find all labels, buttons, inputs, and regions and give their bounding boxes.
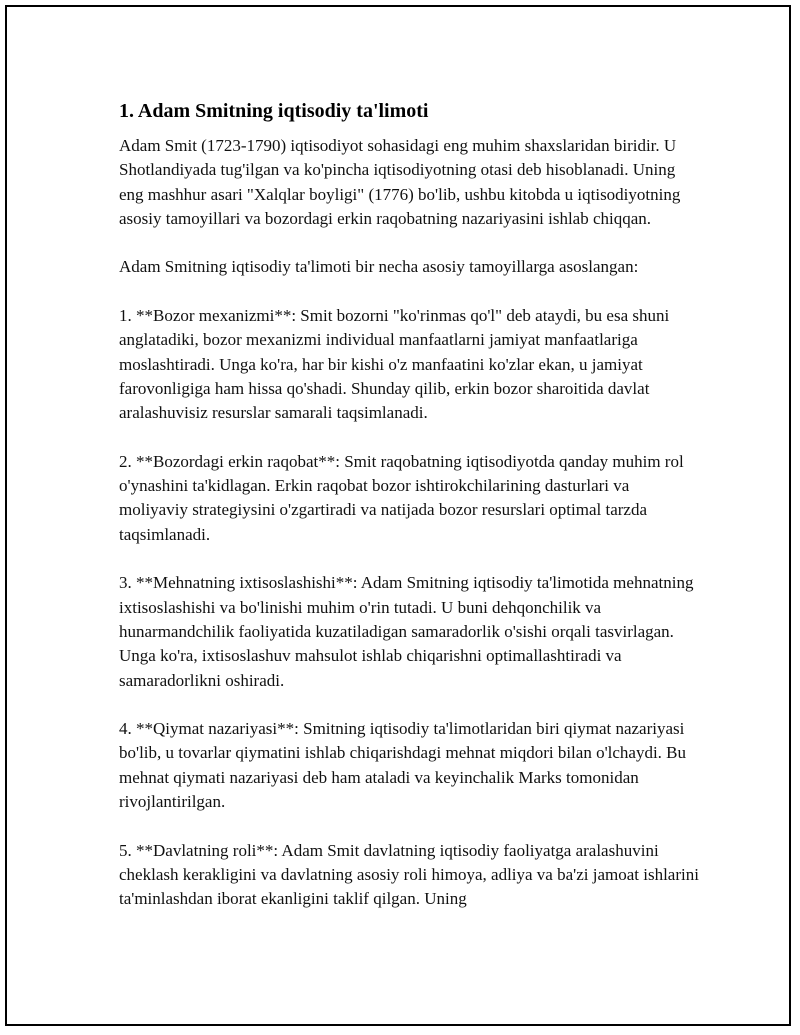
principle-value-theory-paragraph: 4. **Qiymat nazariyasi**: Smitning iqtisodiy ta'limotlaridan biri qiymat nazariyasi bo'lib, u tovarlar qiymatini ishlab chiqarishdagi mehnat miqdori bilan o'lchaydi. Bu mehnat qiymati nazariyasi deb ham ataladi va keyinchalik Marks tomonidan rivojlantirilgan. xyxy=(119,719,687,812)
principle-role-of-state-paragraph: 5. **Davlatning roli**: Adam Smit davlatning iqtisodiy faoliyatga aralashuvini cheklash kerakligini va davlatning asosiy roli himoya, adliya va ba'zi jamoat ishlarini ta'minlashdan iborat ekanligini taklif qilgan. Uning xyxy=(119,840,699,909)
document-page xyxy=(5,5,791,1026)
principle-labor-specialization-paragraph: 3. **Mehnatning ixtisoslashishi**: Adam Smitning iqtisodiy ta'limotida mehnatning ixtisoslashishi va bo'linishi muhim o'rin tutadi. U buni dehqonchilik va hunarmandchilik faoliyatida kuzatiladigan samaradorlik o'sishi orqali tasvirlagan. Unga ko'ra, ixtisoslashuv mahsulot ishlab chiqarishni optimallashtiradi va samaradorlikni oshiradi. xyxy=(119,573,694,690)
intro-paragraph: Adam Smit (1723-1790) iqtisodiyot sohasidagi eng muhim shaxslaridan biridir. U Shotlandiyada tug'ilgan va ko'pincha iqtisodiyotning otasi deb hisoblanadi. Uning eng mashhur asari "Xalqlar boyligi" (1776) bo'lib, ushbu kitobda u iqtisodiyotning asosiy tamoyillari va bozordagi erkin raqobatning nazariyasini ishlab chiqqan. xyxy=(119,136,681,228)
section-heading: 1. Adam Smitning iqtisodiy ta'limoti xyxy=(119,100,429,122)
principles-intro-paragraph: Adam Smitning iqtisodiy ta'limoti bir necha asosiy tamoyillarga asoslangan: xyxy=(119,257,639,277)
principle-market-mechanism-paragraph: 1. **Bozor mexanizmi**: Smit bozorni "ko'rinmas qo'l" deb ataydi, bu esa shuni anglatadiki, bozor mexanizmi individual manfaatlarni jamiyat manfaatlariga moslashtiradi. Unga ko'ra, har bir kishi o'z manfaatini ko'zlar ekan, u jamiyat farovonligiga ham hissa qo'shadi. Shunday qilib, erkin bozor sharoitida davlat aralashuvisiz resurslar samarali taqsimlanadi. xyxy=(119,306,670,423)
document-content xyxy=(119,99,699,936)
principle-free-competition-paragraph: 2. **Bozordagi erkin raqobat**: Smit raqobatning iqtisodiyotda qanday muhim rol o'ynashini ta'kidlagan. Erkin raqobat bozor ishtirokchilarining dasturlari va moliyaviy strategiysini o'zgartiradi va natijada bozor resurslari optimal tarzda taqsimlanadi. xyxy=(119,451,684,544)
